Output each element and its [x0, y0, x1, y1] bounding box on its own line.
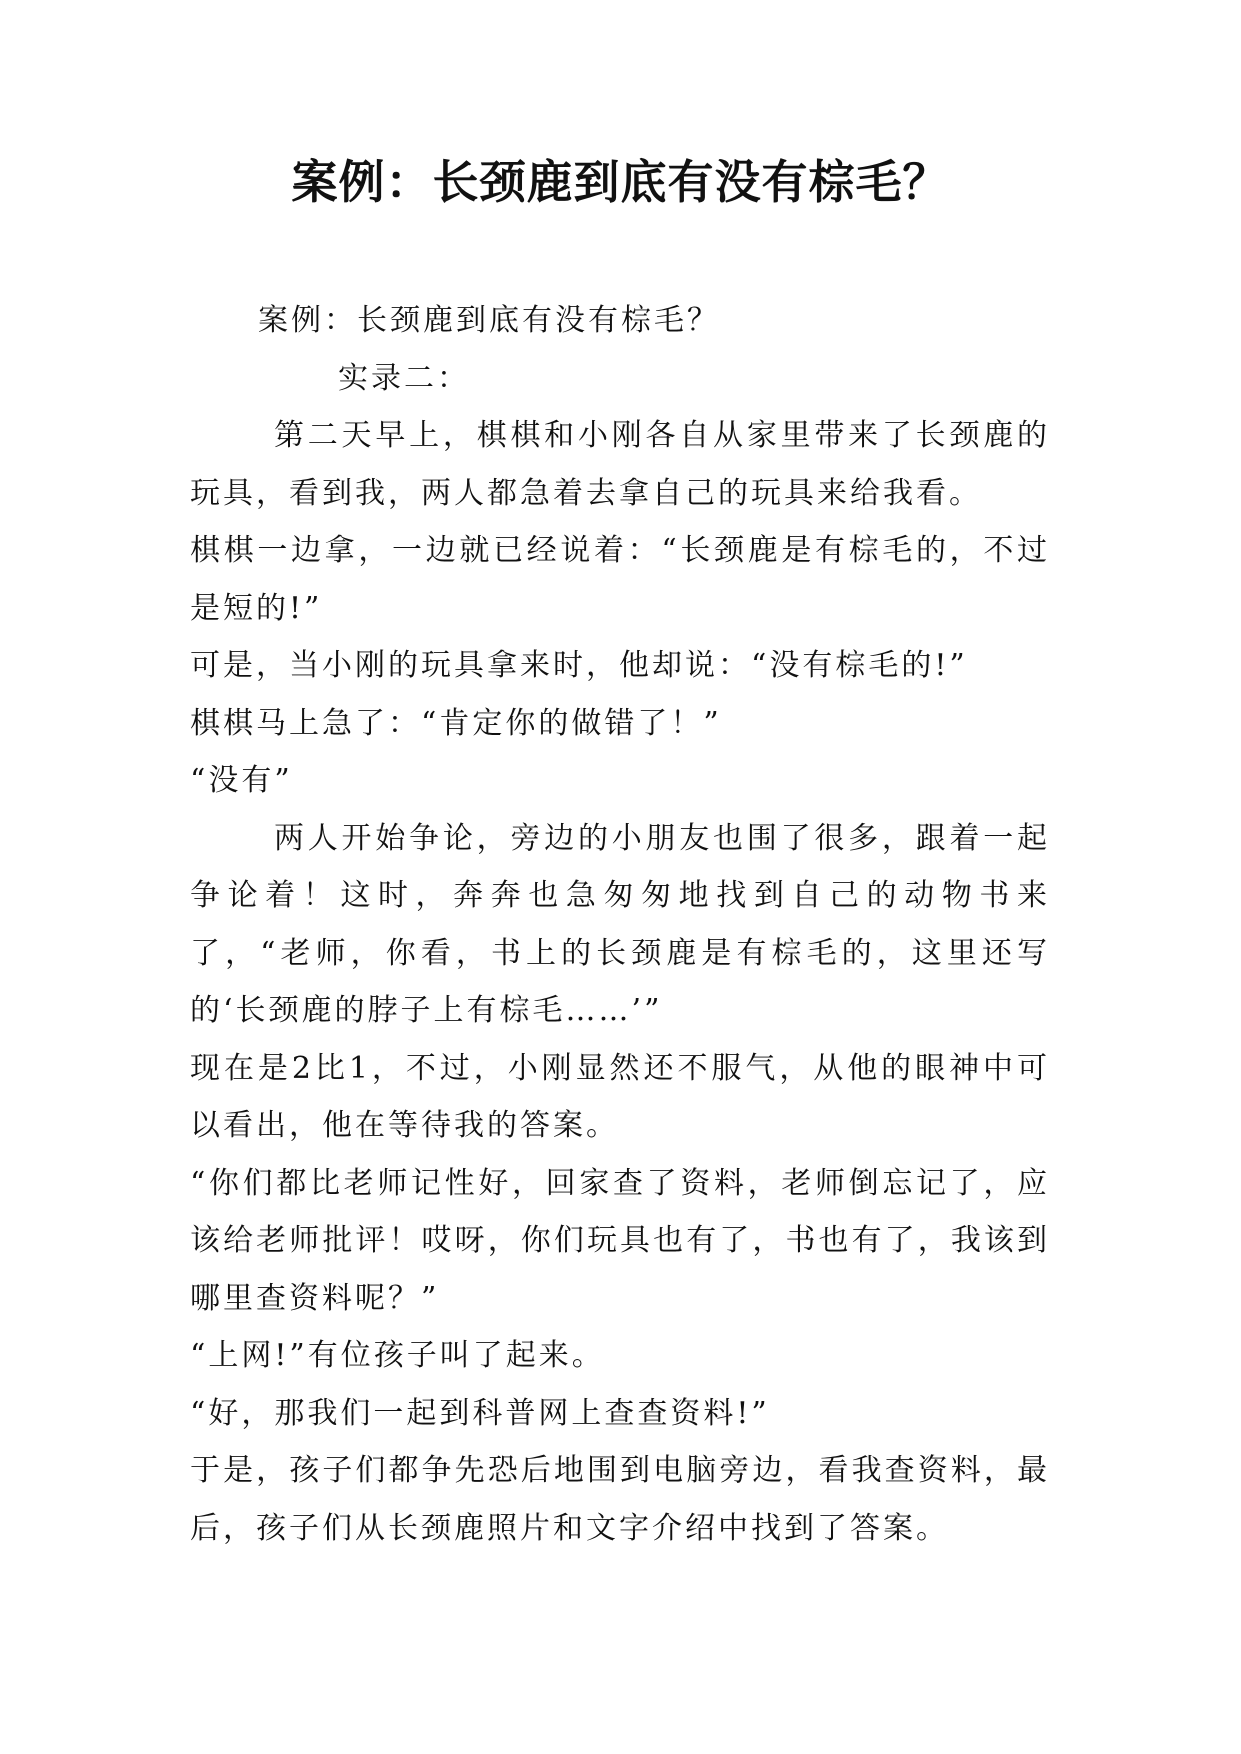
paragraph: “没有” — [190, 763, 293, 798]
paragraph: “好，那我们一起到科普网上查查资料!” — [190, 1395, 770, 1431]
paragraph: 两人开始争论，旁边的小朋友也围了很多，跟着一起争论着！这时，奔奔也急匆匆地找到自己的动物书来了，“老师，你看，书上的长颈鹿是有棕毛的，这里还写的‘长颈鹿的脖子上有棕毛……’” — [190, 820, 1050, 1028]
paragraph: 棋棋马上急了：“肯定你的做错了！” — [190, 705, 722, 741]
paragraph: “你们都比老师记性好，回家查了资料，老师倒忘记了，应该给老师批评！哎呀，你们玩具也有了，书也有了，我该到哪里查资料呢？” — [190, 1165, 1050, 1316]
subsection-heading: 实录二： — [338, 360, 470, 396]
paragraph: 可是，当小刚的玩具拿来时，他却说：“没有棕毛的!” — [190, 648, 968, 683]
section-heading: 案例：长颈鹿到底有没有棕毛？ — [258, 303, 720, 338]
paragraph: 现在是2比1，不过，小刚显然还不服气，从他的眼神中可以看出，他在等待我的答案。 — [190, 1050, 1050, 1143]
paragraph: 于是，孩子们都争先恐后地围到电脑旁边，看我查资料，最后，孩子们从长颈鹿照片和文字介绍中找到了答案。 — [190, 1453, 1050, 1546]
document-title: 案例：长颈鹿到底有没有棕毛？ — [291, 155, 950, 209]
paragraph: 棋棋一边拿，一边就已经说着：“长颈鹿是有棕毛的，不过是短的!” — [190, 533, 1050, 626]
paragraph: “上网!”有位孩子叫了起来。 — [190, 1338, 605, 1373]
document-body — [190, 292, 1050, 1557]
paragraph: 第二天早上，棋棋和小刚各自从家里带来了长颈鹿的玩具，看到我，两人都急着去拿自己的玩具来给我看。 — [190, 418, 1050, 511]
